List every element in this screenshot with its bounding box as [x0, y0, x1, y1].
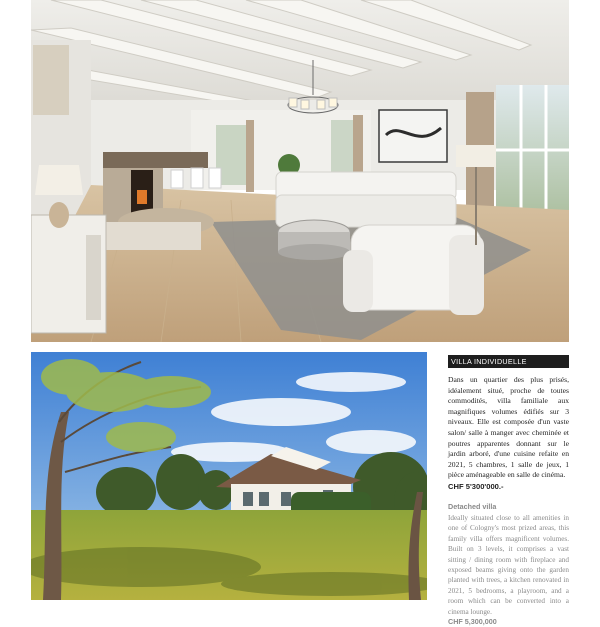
villa-exterior-photo — [31, 352, 427, 600]
description-english: Ideally situated close to all amenities in one of Cologny's most prized areas, this family villa offers magnificent volumes. Built on 3 levels, it comprises a vast sitting / dining room with fireplace and exposed beams giving onto the garden planted with trees, a kitchen renovated in 2021, 5 bedrooms, a playroom, and a room which can be converted into a cinema lounge. — [448, 513, 569, 616]
price-french: CHF 5'300'000.- — [448, 481, 504, 491]
price-english: CHF 5,300,000 — [448, 617, 497, 626]
listing-column — [448, 355, 569, 627]
category-label: VILLA INDIVIDUELLE — [448, 355, 569, 368]
living-room-photo — [31, 0, 569, 342]
title-english: Detached villa — [448, 501, 497, 511]
description-french: Dans un quartier des plus prisés, idéalement situé, proche de toutes commodités, villa familiale aux magnifiques volumes édifiés sur 3 niveaux. Elle est composée d'un vaste salon/ salle à manger avec cheminée et poutres apparentes donnant sur le jardin arboré, d'une cuisine refaite en 2021, 5 chambres, 1 salle de jeux, 1 pièce aménageable en salle de cinéma. — [448, 375, 569, 480]
